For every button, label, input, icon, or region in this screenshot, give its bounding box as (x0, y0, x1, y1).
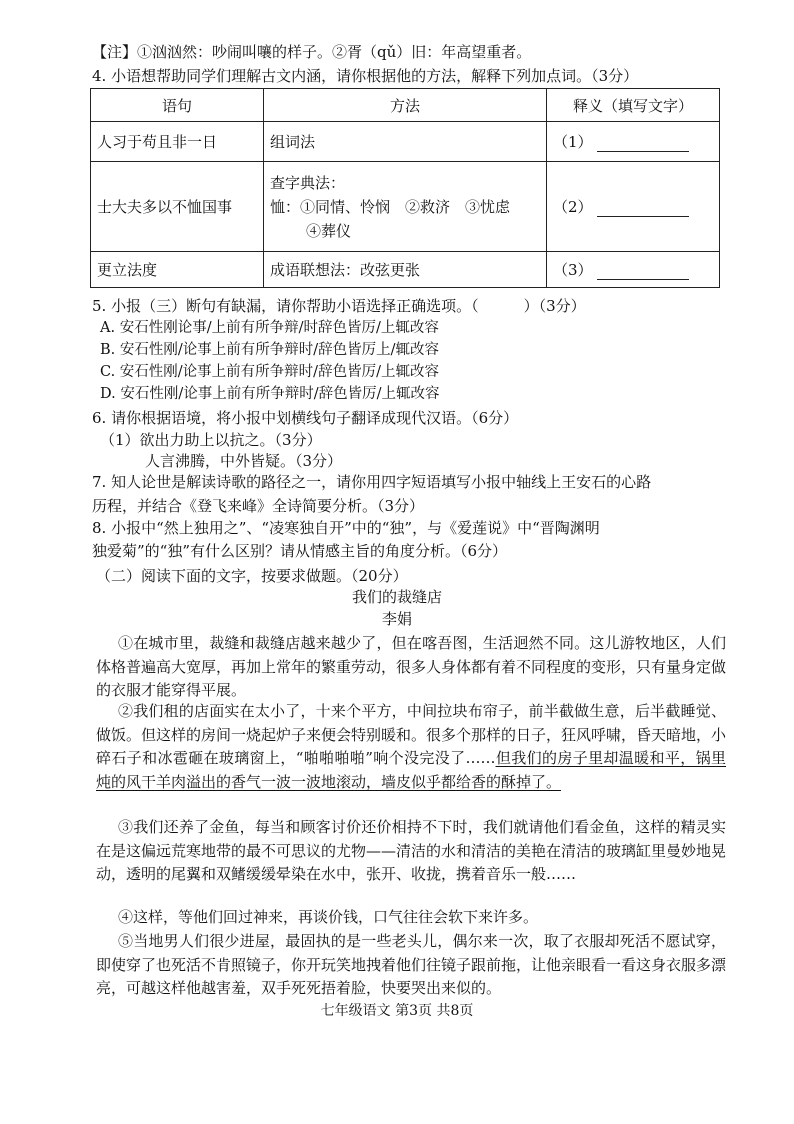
paragraph-3: ③我们还养了金鱼，每当和顾客讨价还价相持不下时，我们就请他们看金鱼，这样的精灵实在是这偏远荒寒地带的最不可思议的尤物——清洁的水和清洁的美艳在清洁的玻璃缸里曼妙地晃动，透明的尾翼和双鳍缓缓晕染在水中，张开、收拢，携着音乐一般…… (96, 818, 727, 883)
table-header-row (91, 89, 720, 122)
answer-label: （3） (553, 261, 593, 279)
answer-blank[interactable] (597, 135, 689, 152)
question-6-item-1: （1）欲出力助上以抗之。（3分） (100, 431, 322, 449)
row-method (264, 162, 547, 252)
option-b: B. 安石性刚/论事上前有所争辩时/辞色皆厉上/辄改容 (100, 342, 440, 358)
row-sentence: 士大夫多以不恤国事 (91, 162, 264, 252)
row-sentence: 更立法度 (91, 252, 264, 288)
article-author: 李娟 (381, 610, 412, 628)
page-footer: 七年级语文 第3页 共8页 (320, 1003, 474, 1019)
paragraph-5: ⑤当地男人们很少进屋，最固执的是一些老头儿，偶尔来一次，取了衣服却死活不愿试穿，即使穿了也死活不肯照镜子，你开玩笑地拽着他们往镜子跟前拖，让他亲眼看一看这身衣服多漂亮，可越这样他越害羞，双手死死捂着脸，快要哭出来似的。 (96, 932, 727, 997)
paragraph-4: ④这样，等他们回过神来，再谈价钱，口气往往会软下来许多。 (118, 908, 539, 926)
article-title: 我们的裁缝店 (351, 588, 442, 606)
section-2-heading: （二）阅读下面的文字，按要求做题。（20分） (96, 567, 408, 585)
header-meaning: 释义（填写文字） (547, 89, 720, 122)
question-6: 6. 请你根据语境，将小报中划横线句子翻译成现代汉语。（6分） (92, 409, 519, 427)
row-answer[interactable] (547, 252, 720, 288)
row-method: 成语联想法：改弦更张 (264, 252, 547, 288)
question-8-line-2: 独爱菊”的“独”有什么区别？请从情感主旨的角度分析。（6分） (92, 542, 508, 560)
paragraph-2-text: ②我们租的店面实在太小了，十来个平方，中间拉块布帘子，前半截做生意，后半截睡觉、做饭。但这样的房间一烧起炉子来便会特别暖和。很多个那样的日子，狂风呼啸，昏天暗地，小碎石子和冰雹砸在玻璃窗上，“啪啪啪啪”响个没完没了…… (96, 702, 727, 767)
row-answer[interactable] (547, 162, 720, 252)
row-sentence: 人习于苟且非一日 (91, 122, 264, 162)
method-line: 恤：①同情、怜悯 ②救济 ③忧虑 (270, 197, 511, 216)
table-row (91, 252, 720, 288)
paragraph-2-underlined: 但我们的房子里却温暖和平，锅里炖的风干羊肉溢出的香气一波一波地滚动，墙皮似乎都给香的酥掉了。 (96, 749, 726, 791)
paragraph-1: ①在城市里，裁缝和裁缝店越来越少了，但在喀吾图，生活迥然不同。这儿游牧地区，人们体格普遍高大宽厚，再加上常年的繁重劳动，很多人身体都有着不同程度的变形，只有量身定做的衣服才能穿得平展。 (96, 634, 727, 699)
question-4: 4. 小语想帮助同学们理解古文内涵，请你根据他的方法，解释下列加点词。（3分） (92, 67, 639, 85)
method-table (90, 88, 720, 288)
method-line: 查字典法： (270, 173, 346, 192)
option-c: C. 安石性刚/论事上前有所争辩时/辞色皆厉/上辄改容 (100, 364, 439, 380)
option-d: D. 安石性刚/论事上前有所争辩时/辞色皆厉/上辄改容 (100, 386, 440, 402)
question-6-item-2: 人言沸腾，中外皆疑。（3分） (100, 452, 343, 470)
paragraph-2 (96, 700, 726, 794)
annotation-note: 【注】①汹汹然：吵闹叫嚷的样子。②胥（qǔ）旧：年高望重者。 (92, 43, 532, 61)
question-8-line-1: 8. 小报中“然上独用之”、“凌寒独自开”中的“独”，与《爱莲说》中“晋陶渊明 (92, 519, 600, 537)
row-answer[interactable] (547, 122, 720, 162)
answer-blank[interactable] (597, 263, 689, 280)
header-method: 方法 (264, 89, 547, 122)
question-7-line-2: 历程，并结合《登飞来峰》全诗简要分析。（3分） (92, 497, 425, 515)
question-7-line-1: 7. 知人论世是解读诗歌的路径之一，请你用四字短语填写小报中轴线上王安石的心路 (92, 473, 652, 491)
table-row (91, 122, 720, 162)
answer-label: （1） (553, 133, 593, 151)
table-row (91, 162, 720, 252)
option-a: A. 安石性刚论事/上前有所争辩/时辞色皆厉/上辄改容 (100, 320, 439, 336)
row-method: 组词法 (264, 122, 547, 162)
answer-blank[interactable] (597, 200, 689, 217)
answer-label: （2） (553, 198, 593, 216)
header-sentence: 语句 (91, 89, 264, 122)
question-5: 5. 小报（三）断句有缺漏，请你帮助小语选择正确选项。（ ）（3分） (92, 297, 586, 315)
method-line: ④葬仪 (306, 221, 352, 240)
